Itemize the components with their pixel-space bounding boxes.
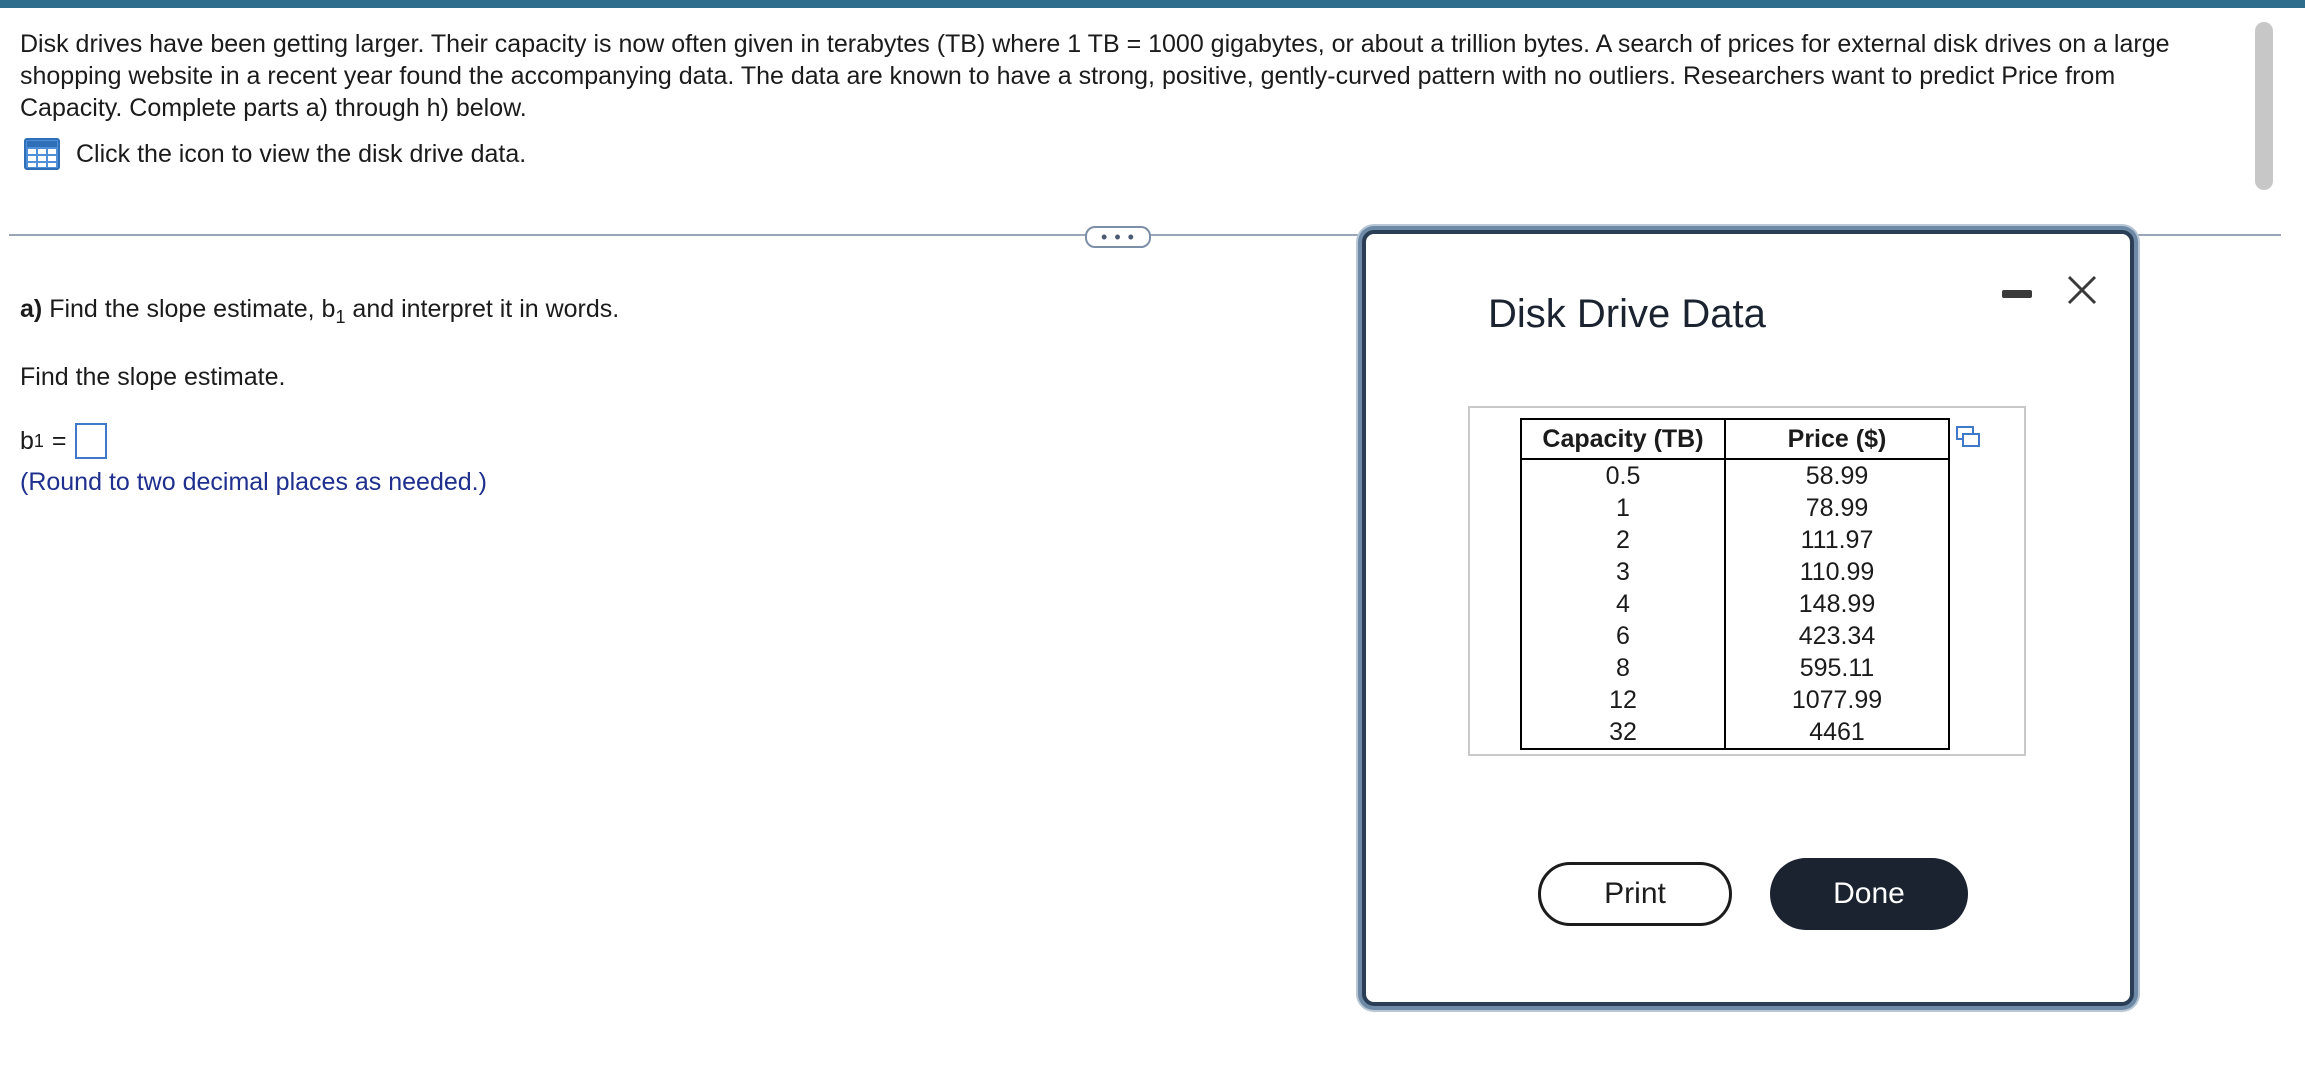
- question-part-a: [20, 295, 619, 328]
- answer-variable: b: [20, 426, 34, 455]
- minimize-icon[interactable]: [2002, 290, 2032, 298]
- answer-subscript: 1: [33, 430, 44, 451]
- prompt-after-sub: and interpret it in words.: [345, 295, 620, 323]
- table-row: [1521, 492, 1949, 524]
- copy-icon[interactable]: [1956, 426, 1980, 448]
- problem-statement: Disk drives have been getting larger. Their capacity is now often given in terabytes (TB) where 1 TB = 1000 gigabytes, or about a trillion bytes. A search of prices for external disk drives on a large shopping website in a recent year found the accompanying data. The data are known to have a strong, positive, gently-curved pattern with no outliers. Researchers want to predict Price from Capacity. Complete parts a) through h) below.: [20, 30, 2170, 122]
- close-icon[interactable]: [2064, 272, 2100, 308]
- price-cell: 595.11: [1725, 652, 1949, 684]
- capacity-cell: 3: [1521, 556, 1725, 588]
- table-row: [1521, 556, 1949, 588]
- prompt-before-sub: Find the slope estimate, b: [49, 295, 336, 323]
- capacity-cell: 32: [1521, 716, 1725, 749]
- done-button[interactable]: Done: [1770, 858, 1968, 930]
- capacity-cell: 2: [1521, 524, 1725, 556]
- price-cell: 1077.99: [1725, 684, 1949, 716]
- print-button[interactable]: Print: [1538, 862, 1732, 926]
- price-cell: 148.99: [1725, 588, 1949, 620]
- price-cell: 78.99: [1725, 492, 1949, 524]
- disk-drive-table: [1520, 418, 1950, 750]
- capacity-cell: 12: [1521, 684, 1725, 716]
- table-grid-icon[interactable]: [24, 138, 60, 170]
- capacity-cell: 1: [1521, 492, 1725, 524]
- dialog-title: Disk Drive Data: [1488, 292, 1766, 336]
- expand-collapse-button[interactable]: • • •: [1085, 226, 1151, 248]
- slope-answer-input[interactable]: [75, 423, 107, 459]
- rounding-hint: (Round to two decimal places as needed.): [20, 468, 487, 496]
- capacity-cell: 4: [1521, 588, 1725, 620]
- view-data-link-text[interactable]: Click the icon to view the disk drive data.: [76, 139, 527, 168]
- price-cell: 58.99: [1725, 459, 1949, 492]
- top-accent-bar: [0, 0, 2305, 8]
- column-header-price: Price ($): [1725, 419, 1949, 459]
- part-label: a): [20, 295, 43, 323]
- table-row: [1521, 588, 1949, 620]
- price-cell: 111.97: [1725, 524, 1949, 556]
- price-cell: 4461: [1725, 716, 1949, 749]
- table-row: [1521, 652, 1949, 684]
- column-header-capacity: Capacity (TB): [1521, 419, 1725, 459]
- capacity-cell: 6: [1521, 620, 1725, 652]
- disk-drive-data-dialog: [1362, 230, 2134, 1006]
- capacity-cell: 0.5: [1521, 459, 1725, 492]
- price-cell: 423.34: [1725, 620, 1949, 652]
- answer-row: [20, 423, 107, 459]
- table-header-row: [1521, 419, 1949, 459]
- table-row: [1521, 524, 1949, 556]
- view-data-link[interactable]: [24, 137, 526, 171]
- price-cell: 110.99: [1725, 556, 1949, 588]
- vertical-scrollbar[interactable]: [2255, 22, 2273, 190]
- answer-equals: =: [51, 426, 67, 455]
- find-slope-instruction: Find the slope estimate.: [20, 363, 286, 391]
- data-table-frame: [1468, 406, 2026, 756]
- table-row: [1521, 716, 1949, 749]
- capacity-cell: 8: [1521, 652, 1725, 684]
- table-row: [1521, 459, 1949, 492]
- table-row: [1521, 620, 1949, 652]
- table-row: [1521, 684, 1949, 716]
- prompt-subscript: 1: [335, 307, 346, 327]
